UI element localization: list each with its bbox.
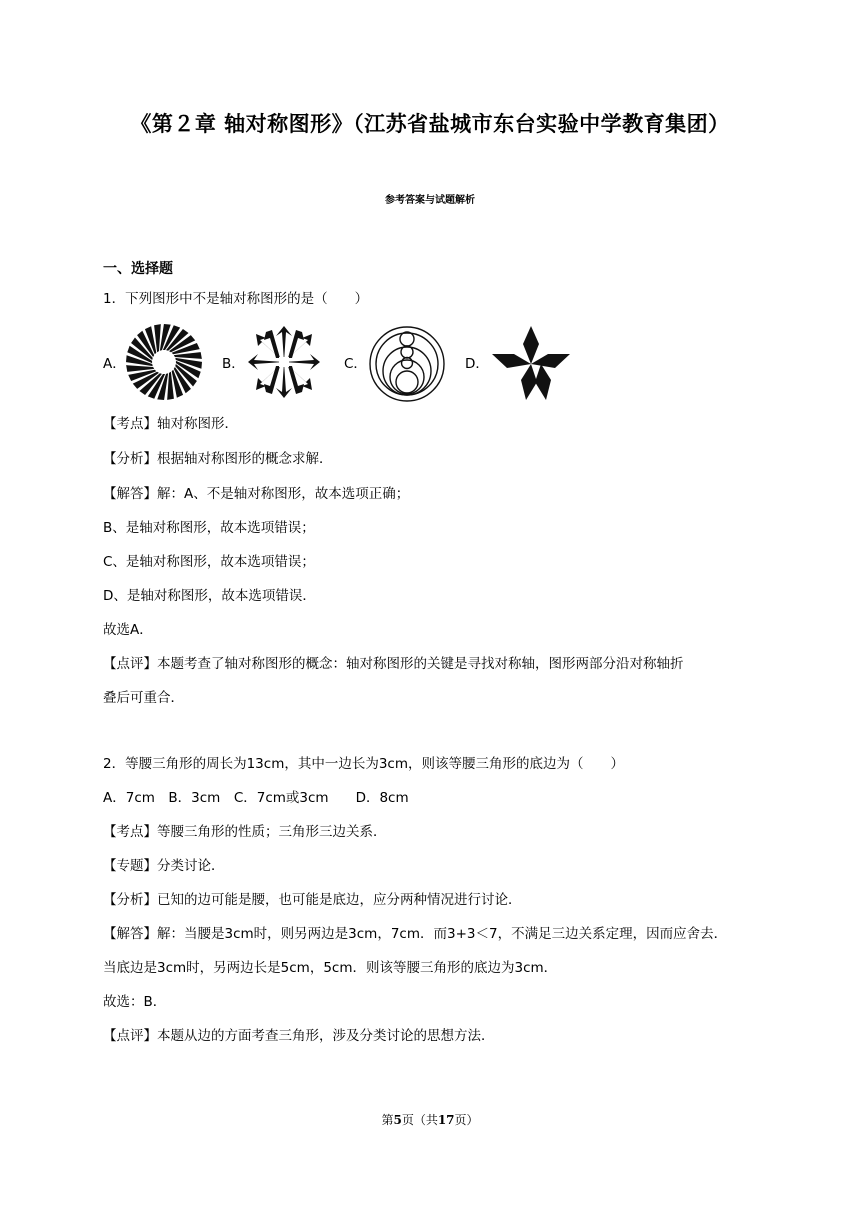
q2-dianping: 【点评】本题从边的方面考查三角形，涉及分类讨论的思想方法． [103,1028,495,1044]
q1-line-b: B、是轴对称图形，故本选项错误； [103,520,315,536]
q2-jieda-line1: 【解答】解：当腰是3cm时，则另两边是3cm，7cm．而3+3＜7，不满足三边关系定理，因而应舍去． [103,926,728,942]
q2-jieda-line2: 当底边是3cm时，另两边长是5cm，5cm．则该等腰三角形的底边为3cm． [103,960,558,976]
q2-choice: 故选：B． [103,994,167,1010]
q1-jieda: 【解答】解：A、不是轴对称图形，故本选项正确； [103,486,410,502]
rhombus-star-icon [490,324,572,402]
footer-total-pages: 17 [437,1113,455,1127]
q1-option-a-label: A． [103,356,126,372]
q1-option-b-label: B． [222,356,245,372]
q1-option-d-label: D． [465,356,489,372]
document-title: 《第２章 轴对称图形》（江苏省盐城市东台实验中学教育集团） [130,112,730,136]
q1-dianping-line1: 【点评】本题考查了轴对称图形的概念：轴对称图形的关键是寻找对称轴，图形两部分沿对称轴折 [103,656,684,672]
section-heading: 一、选择题 [103,261,173,277]
q2-fenxi: 【分析】已知的边可能是腰，也可能是底边，应分两种情况进行讨论． [103,892,522,908]
q1-kaodian: 【考点】轴对称图形． [103,416,238,432]
spiral-rays-icon [124,322,204,402]
q1-dianping-line2: 叠后可重合． [103,690,184,706]
q1-line-d: D、是轴对称图形，故本选项错误． [103,588,316,604]
footer-page-number: 5 [393,1113,402,1127]
q2-zhuanti: 【专题】分类讨论． [103,858,225,874]
q1-choice: 故选A． [103,622,153,638]
footer-mid: 页（共 [401,1113,438,1127]
nested-circles-icon [368,325,446,403]
page-footer [0,1111,860,1128]
footer-suffix: 页） [454,1113,479,1127]
q2-options: A．7cm B．3cm C．7cm或3cm D．8cm [103,790,409,806]
arrow-rays-icon [246,326,322,398]
q1-option-c-label: C． [344,356,367,372]
q1-line-c: C、是轴对称图形，故本选项错误； [103,554,315,570]
q1-stem: 1．下列图形中不是轴对称图形的是（ ） [103,291,369,307]
q1-fenxi: 【分析】根据轴对称图形的概念求解． [103,451,333,467]
q2-stem: 2．等腰三角形的周长为13cm，其中一边长为3cm，则该等腰三角形的底边为（ ） [103,756,625,772]
q2-kaodian: 【考点】等腰三角形的性质；三角形三边关系． [103,824,387,840]
footer-prefix: 第 [381,1113,394,1127]
document-subtitle: 参考答案与试题解析 [385,195,475,206]
